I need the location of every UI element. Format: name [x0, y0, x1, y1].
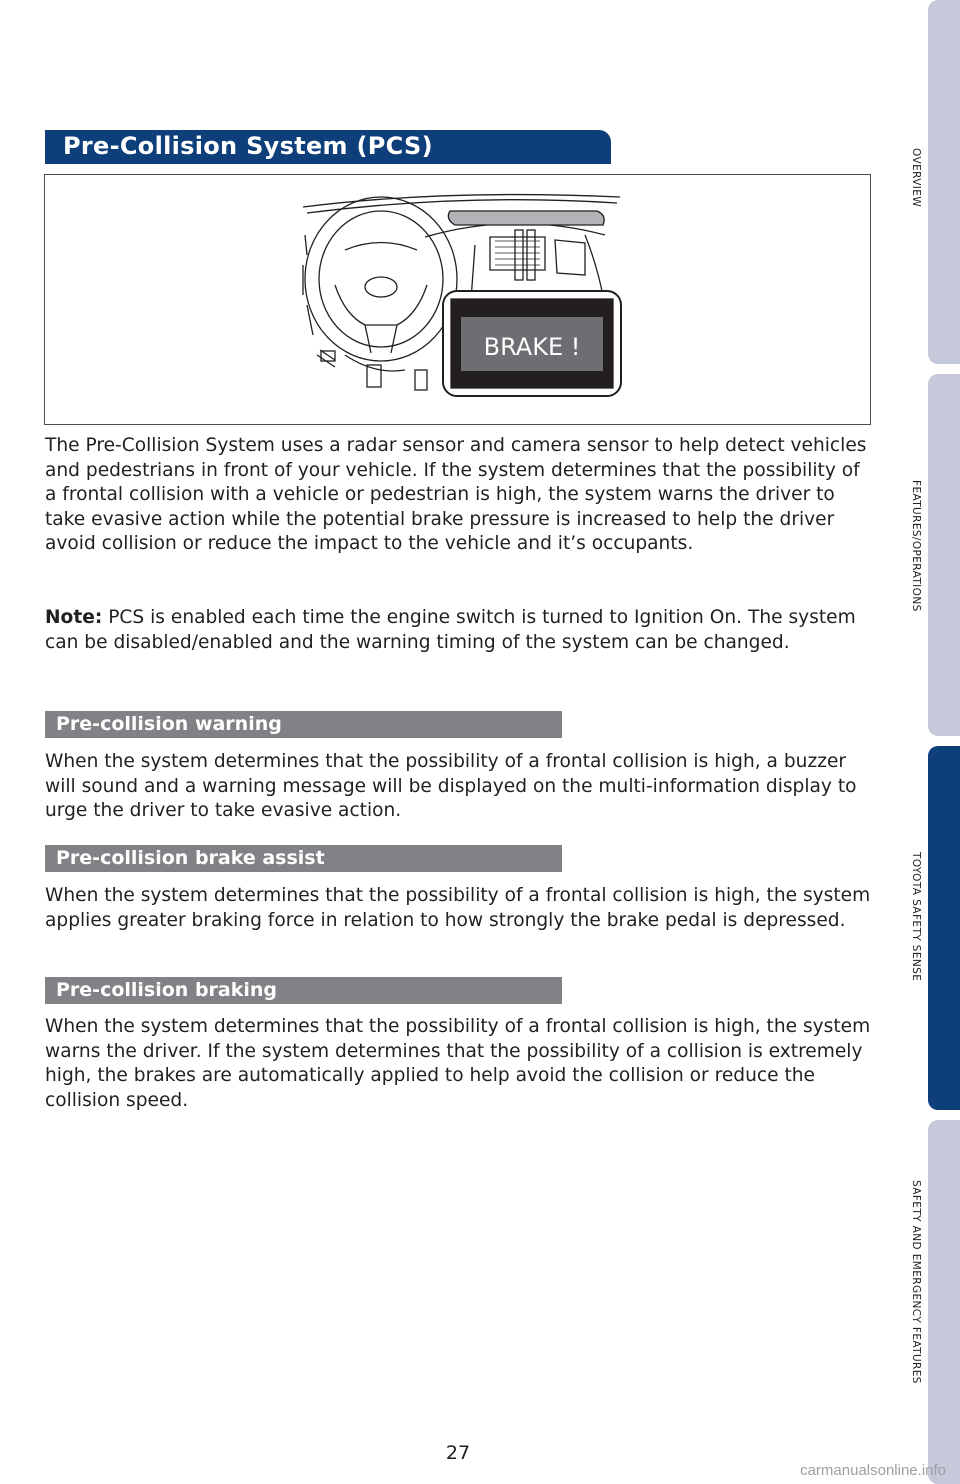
side-tab-label: SAFETY AND EMERGENCY FEATURES	[910, 1180, 922, 1384]
intro-paragraph: The Pre-Collision System uses a radar sensor and camera sensor to help detect vehicles and pedestrians in front of your vehicle. If the system determines that the possibility of a frontal collision with a vehicle or pedestrian is high, the system warns the driver to take evasive action while the potential brake pressure is increased to help the driver avoid collision or reduce the impact to the vehicle and it’s occupants.	[45, 435, 867, 554]
brake-warning-text: BRAKE !	[483, 333, 581, 361]
dashboard-drawing	[45, 175, 872, 426]
section-heading-bar	[45, 711, 562, 738]
side-tab-label: FEATURES/OPERATIONS	[910, 480, 922, 612]
pcs-illustration	[44, 174, 871, 425]
section-text: When the system determines that the possibility of a frontal collision is high, a buzzer will sound and a warning message will be displayed on the multi-information display to urge the driver to take evasive action.	[45, 751, 857, 821]
side-tab-label: OVERVIEW	[910, 148, 922, 208]
note-text: PCS is enabled each time the engine switch is turned to Ignition On. The system can be disabled/enabled and the warning timing of the system can be changed.	[45, 607, 856, 653]
title-bar	[45, 130, 611, 164]
section-heading-bar	[45, 977, 562, 1004]
side-tab-overview[interactable]	[928, 0, 960, 364]
watermark: carmanualsonline.info	[800, 1462, 946, 1479]
section-text: When the system determines that the possibility of a frontal collision is high, the system applies greater braking force in relation to how strongly the brake pedal is depressed.	[45, 885, 871, 931]
section-heading-bar	[45, 845, 562, 872]
note-paragraph	[45, 606, 875, 655]
section-text: When the system determines that the possibility of a frontal collision is high, the system warns the driver. If the system determines that the possibility of a collision is extremely high, the brakes are automatically applied to help avoid the collision or reduce the collision speed.	[45, 1016, 871, 1111]
section-heading: Pre-collision warning	[56, 713, 282, 735]
note-label: Note:	[45, 607, 103, 628]
page-number: 27	[445, 1442, 471, 1464]
side-tab-toyota-safety-sense[interactable]	[928, 746, 960, 1110]
section-heading: Pre-collision braking	[56, 979, 278, 1001]
side-tab-safety-emergency[interactable]	[928, 1120, 960, 1484]
page-title: Pre-Collision System (PCS)	[63, 132, 433, 160]
side-tab-features-operations[interactable]	[928, 374, 960, 736]
side-tab-label: TOYOTA SAFETY SENSE	[910, 852, 922, 982]
section-heading: Pre-collision brake assist	[56, 847, 325, 869]
